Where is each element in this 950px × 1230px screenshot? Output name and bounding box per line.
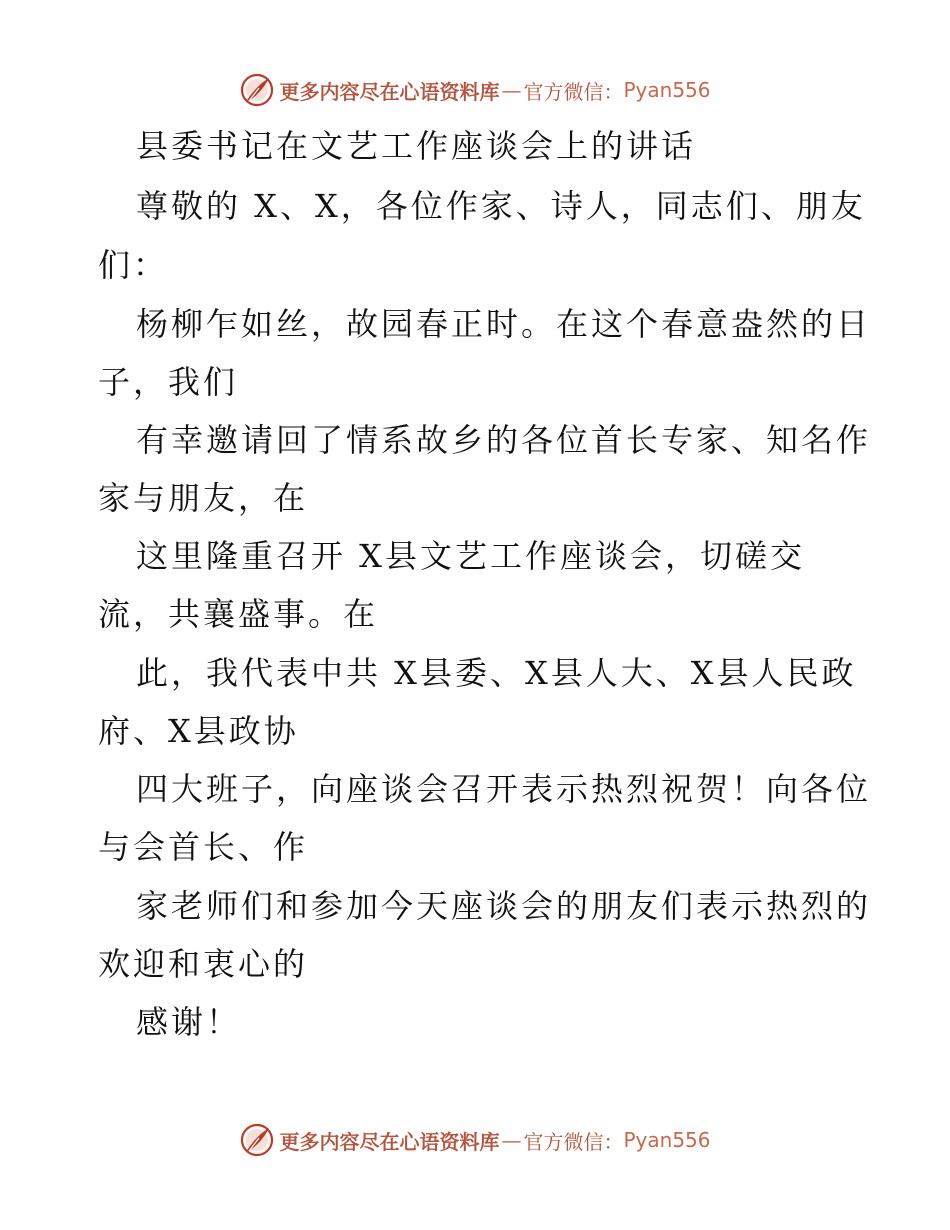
banner-main-text: 更多内容尽在心语资料库: [279, 79, 500, 104]
feather-pen-logo-icon: [239, 1122, 275, 1158]
text-line: 尊敬的 X、X，各位作家、诗人，同志们、朋友: [136, 187, 866, 225]
header-banner: [0, 70, 950, 110]
text-line: 四大班子，向座谈会召开表示热烈祝贺！向各位: [136, 770, 872, 808]
footer-banner: [0, 1120, 950, 1160]
banner-main-text: 更多内容尽在心语资料库: [279, 1129, 500, 1154]
text-line: 此，我代表中共 X县委、X县人大、X县人民政: [136, 654, 857, 692]
banner-dash: —: [501, 1128, 522, 1152]
feather-pen-logo-icon: [239, 72, 275, 108]
banner-wechat-label: 官方微信：: [523, 79, 624, 104]
banner-wechat-label: 官方微信：: [523, 1129, 624, 1154]
document-title: 县委书记在文艺工作座谈会上的讲话: [136, 127, 697, 165]
text-line: 子，我们: [98, 363, 239, 401]
text-line: 与会首长、作: [98, 828, 309, 866]
text-line: 们：: [98, 246, 169, 284]
text-line: 欢迎和衷心的: [98, 945, 309, 983]
banner-dash: —: [501, 78, 522, 102]
banner-wechat-id: Pyan556: [623, 1128, 711, 1152]
text-line: 杨柳乍如丝，故园春正时。在这个春意盎然的日: [136, 305, 872, 343]
text-line: 流，共襄盛事。在: [98, 595, 379, 633]
text-line: 这里隆重召开 X县文艺工作座谈会，切磋交: [136, 537, 805, 575]
text-line: 府、X县政协: [98, 712, 299, 750]
banner-wechat-id: Pyan556: [623, 78, 711, 102]
text-line: 有幸邀请回了情系故乡的各位首长专家、知名作: [136, 421, 872, 459]
text-line: 感谢！: [136, 1003, 242, 1041]
text-line: 家老师们和参加今天座谈会的朋友们表示热烈的: [136, 887, 872, 925]
text-line: 家与朋友，在: [98, 479, 309, 517]
